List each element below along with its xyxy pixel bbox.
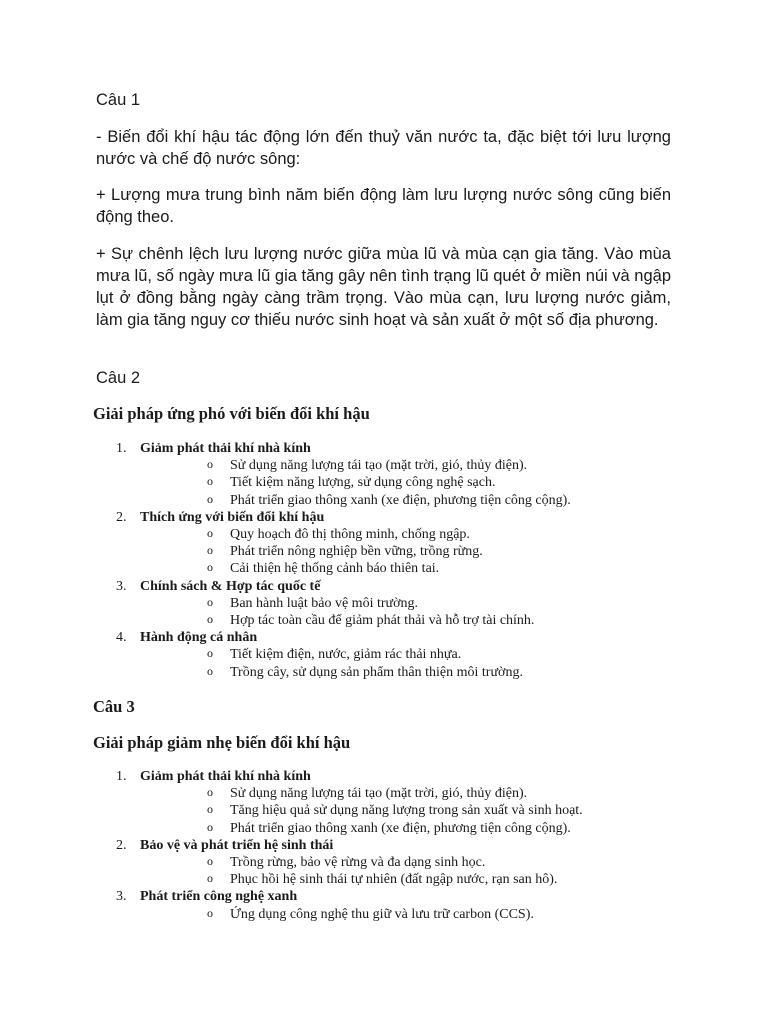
sub-list xyxy=(140,595,671,629)
circle-bullet-icon: o xyxy=(207,871,213,886)
sub-list-text: Cải thiện hệ thống cảnh báo thiên tai. xyxy=(230,561,440,577)
sub-list-item xyxy=(140,802,671,819)
cau-2-solution-list xyxy=(96,440,671,681)
list-item-title: Phát triển công nghệ xanh xyxy=(140,889,298,905)
list-item xyxy=(96,629,671,681)
list-number: 2. xyxy=(116,837,127,853)
sub-list-item xyxy=(140,526,671,543)
circle-bullet-icon: o xyxy=(207,543,213,558)
list-item xyxy=(96,440,671,509)
cau-3-solution-list xyxy=(96,768,671,923)
cau-2-heading: Giải pháp ứng phó với biến đổi khí hậu xyxy=(93,404,370,423)
circle-bullet-icon: o xyxy=(207,802,213,817)
cau-3-heading: Giải pháp giảm nhẹ biến đổi khí hậu xyxy=(93,733,351,752)
sub-list-item xyxy=(140,906,671,923)
sub-list-text: Phát triển giao thông xanh (xe điện, phương tiện công cộng). xyxy=(230,492,571,508)
list-item-title: Thích ứng với biến đổi khí hậu xyxy=(140,509,325,525)
sub-list-item xyxy=(140,612,671,629)
sub-list-item xyxy=(140,474,671,491)
cau-1-label: Câu 1 xyxy=(96,91,141,109)
sub-list-text: Quy hoạch đô thị thông minh, chống ngập. xyxy=(230,527,470,543)
cau-2-label: Câu 2 xyxy=(96,369,141,387)
list-item-title: Chính sách & Hợp tác quốc tế xyxy=(140,578,321,594)
list-item-title: Giảm phát thải khí nhà kính xyxy=(140,769,311,784)
sub-list xyxy=(140,785,671,837)
sub-list-item xyxy=(140,785,671,802)
circle-bullet-icon: o xyxy=(207,560,213,575)
sub-list-text: Ứng dụng công nghệ thu giữ và lưu trữ carbon (CCS). xyxy=(230,906,534,922)
sub-list xyxy=(140,457,671,509)
cau-1-paragraph-1: - Biến đổi khí hậu tác động lớn đến thuỷ văn nước ta, đặc biệt tới lưu lượng nước và chế độ nước sông: xyxy=(96,128,671,168)
list-number: 2. xyxy=(116,509,127,525)
sub-list-text: Phát triển nông nghiệp bền vững, trồng rừng. xyxy=(230,544,483,560)
circle-bullet-icon: o xyxy=(207,819,213,834)
sub-list-text: Trồng rừng, bảo vệ rừng và đa dạng sinh học. xyxy=(230,855,486,871)
sub-list-item xyxy=(140,854,671,871)
circle-bullet-icon: o xyxy=(207,457,213,472)
cau-1-paragraph-3: + Sự chênh lệch lưu lượng nước giữa mùa lũ và mùa cạn gia tăng. Vào mùa mưa lũ, số ngày mưa lũ gia tăng gây nên tình trạng lũ quét ở miền núi và ngập lụt ở đồng bằng ngày càng trầm trọng. Vào mùa cạn, lưu lượng nước giảm, làm gia tăng nguy cơ thiếu nước sinh hoạt và sản xuất ở một số địa phương. xyxy=(96,245,672,329)
sub-list-item xyxy=(140,457,671,474)
sub-list-text: Sử dụng năng lượng tái tạo (mặt trời, gió, thủy điện). xyxy=(230,786,528,802)
sub-list-text: Phát triển giao thông xanh (xe điện, phương tiện công cộng). xyxy=(230,820,571,836)
circle-bullet-icon: o xyxy=(207,526,213,541)
list-item xyxy=(96,509,671,578)
circle-bullet-icon: o xyxy=(207,646,213,661)
circle-bullet-icon: o xyxy=(207,491,213,506)
circle-bullet-icon: o xyxy=(207,474,213,489)
sub-list xyxy=(140,906,671,923)
sub-list-text: Phục hồi hệ sinh thái tự nhiên (đất ngập nước, rạn san hô). xyxy=(230,872,558,888)
list-item-title: Hành động cá nhân xyxy=(140,630,258,646)
sub-list-item xyxy=(140,492,671,509)
list-number: 4. xyxy=(116,630,127,646)
sub-list-item xyxy=(140,646,671,663)
sub-list-item xyxy=(140,595,671,612)
list-number: 1. xyxy=(116,441,127,456)
circle-bullet-icon: o xyxy=(207,785,213,800)
circle-bullet-icon: o xyxy=(207,594,213,609)
list-number: 1. xyxy=(116,769,127,784)
sub-list-text: Hợp tác toàn cầu để giảm phát thải và hỗ trợ tài chính. xyxy=(230,613,535,629)
list-number: 3. xyxy=(116,578,127,594)
cau-1-paragraph-2: + Lượng mưa trung bình năm biến động làm lưu lượng nước sông cũng biến động theo. xyxy=(96,186,671,226)
sub-list-text: Ban hành luật bảo vệ môi trường. xyxy=(230,595,419,611)
list-item-title: Giảm phát thải khí nhà kính xyxy=(140,441,311,456)
sub-list-text: Trồng cây, sử dụng sản phẩm thân thiện môi trường. xyxy=(230,664,523,680)
list-item-title: Bảo vệ và phát triển hệ sinh thái xyxy=(140,837,334,853)
sub-list-item xyxy=(140,871,671,888)
sub-list-text: Sử dụng năng lượng tái tạo (mặt trời, gió, thủy điện). xyxy=(230,458,528,474)
sub-list-item xyxy=(140,543,671,560)
cau-3-label: Câu 3 xyxy=(93,697,135,716)
list-item xyxy=(96,768,671,837)
list-item xyxy=(96,888,671,922)
sub-list-item xyxy=(140,664,671,681)
circle-bullet-icon: o xyxy=(207,663,213,678)
sub-list-item xyxy=(140,560,671,577)
sub-list-item xyxy=(140,820,671,837)
sub-list-text: Tăng hiệu quả sử dụng năng lượng trong sản xuất và sinh hoạt. xyxy=(230,803,583,819)
sub-list-text: Tiết kiệm điện, nước, giảm rác thải nhựa. xyxy=(230,647,462,663)
sub-list-text: Tiết kiệm năng lượng, sử dụng công nghệ sạch. xyxy=(230,475,496,491)
list-item xyxy=(96,578,671,630)
sub-list xyxy=(140,646,671,680)
circle-bullet-icon: o xyxy=(207,612,213,627)
sub-list xyxy=(140,854,671,888)
list-item xyxy=(96,837,671,889)
list-number: 3. xyxy=(116,889,127,905)
circle-bullet-icon: o xyxy=(207,854,213,869)
sub-list xyxy=(140,526,671,578)
circle-bullet-icon: o xyxy=(207,905,213,920)
